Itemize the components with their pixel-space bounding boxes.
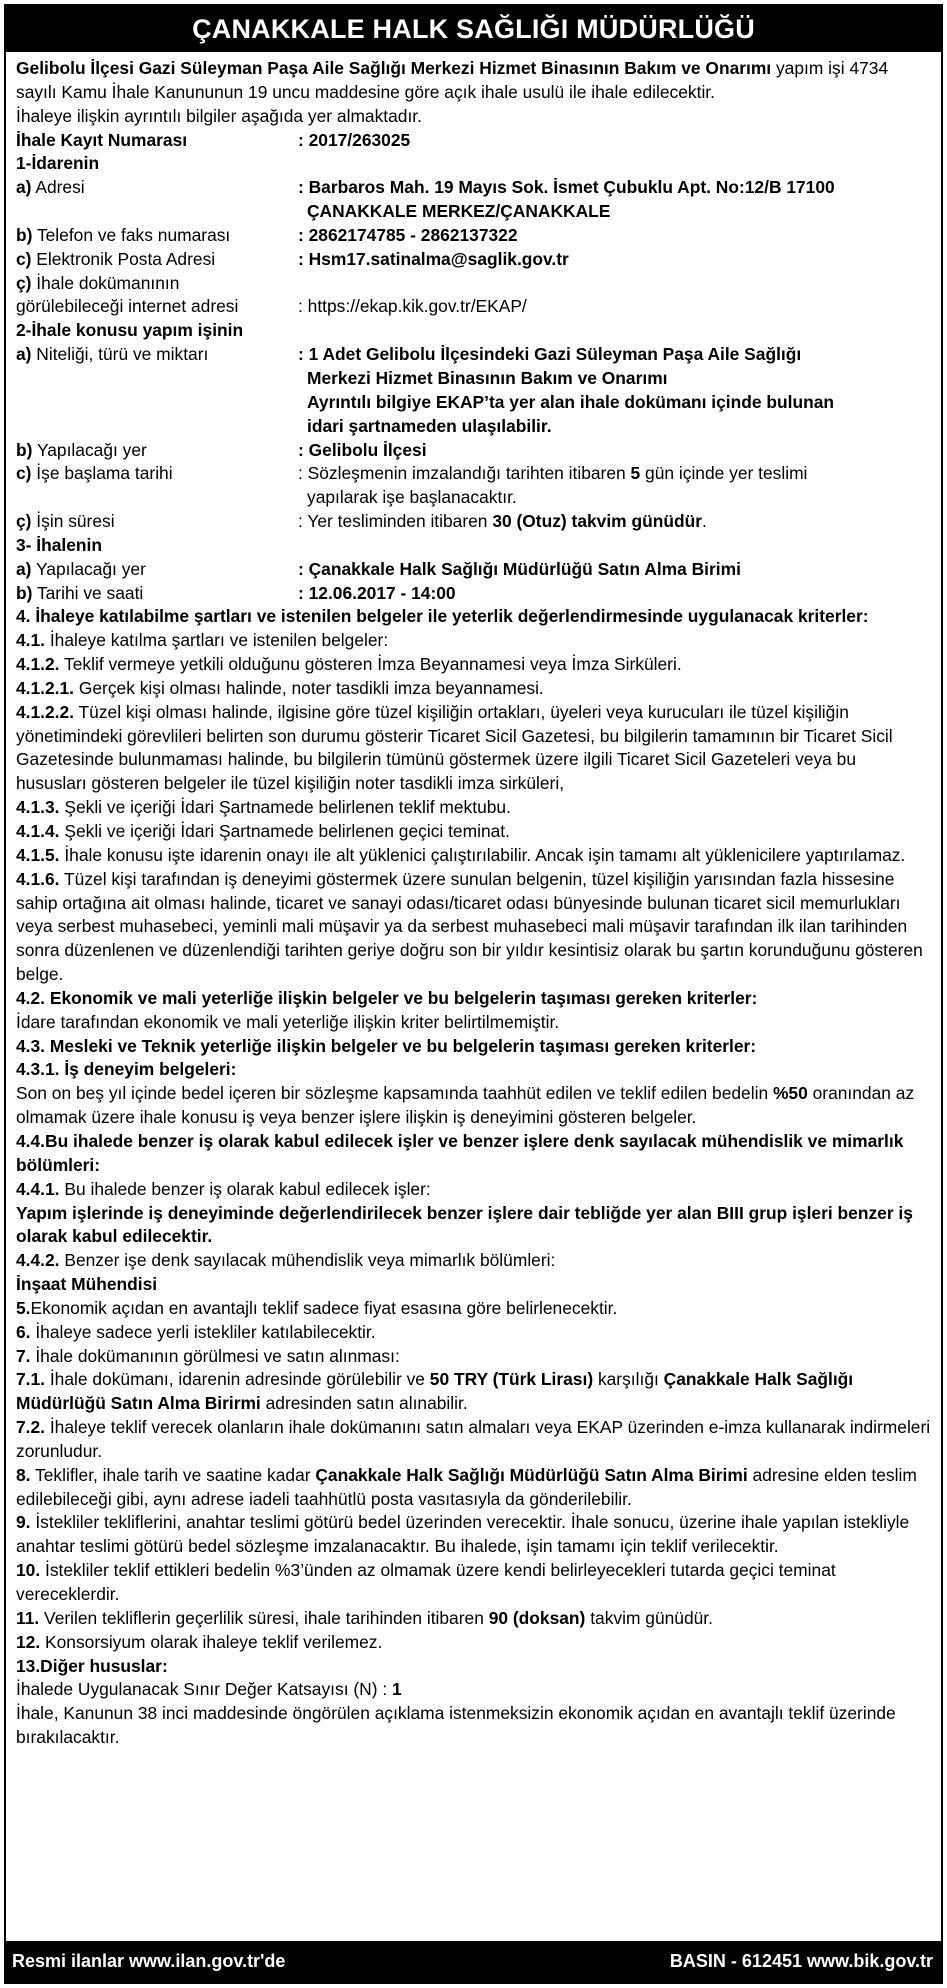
- item-10: [16, 1559, 931, 1607]
- item-4-3-head: 4.3. Mesleki ve Teknik yeterliğe ilişkin belgeler ve bu belgelerin taşıması gereken kriterler:: [16, 1035, 757, 1056]
- s2-c-value-post: gün içinde yer teslimi: [640, 463, 808, 484]
- item-7-1-num: 7.1.: [16, 1369, 46, 1390]
- item-4-1-2-text: Teklif vermeye yetkili olduğunu gösteren İmza Beyannamesi veya İmza Sirküleri.: [59, 654, 682, 675]
- s2-a-label: Niteliği, türü ve miktarı: [31, 344, 209, 365]
- item-11-post: takvim günüdür.: [585, 1607, 713, 1628]
- item-4-1-2-1-text: Gerçek kişi olması halinde, noter tasdikli imza beyannamesi.: [74, 677, 544, 698]
- s3-a-key: a): [16, 558, 32, 579]
- item-8: [16, 1464, 931, 1512]
- item-9-num: 9.: [16, 1512, 31, 1533]
- item-4-3-1-head: 4.3.1. İş deneyim belgeleri:: [16, 1059, 237, 1080]
- item-4-3-1-post: oranından az olmamak üzere ihale konusu iş veya benzer işlere ilişkin iş deneyimini gösteren belgeler.: [16, 1083, 915, 1128]
- item-4-1-num: 4.1.: [16, 630, 46, 651]
- item-4-2-text: İdare tarafından ekonomik ve mali yeterliğe ilişkin kriter belirtilmemiştir.: [16, 1011, 560, 1032]
- s1-d-label-1: İhale dokümanının: [31, 272, 180, 293]
- item-7-1-post: adresinden satın alınabilir.: [260, 1393, 468, 1414]
- item-12-text: Konsorsiyum olarak ihaleye teklif verilemez.: [40, 1631, 383, 1652]
- item-4-4-1-num: 4.4.1.: [16, 1178, 60, 1199]
- item-5: [16, 1297, 931, 1321]
- s1-b-label: Telefon ve faks numarası: [32, 224, 231, 245]
- s2-d-key: ç): [16, 511, 32, 532]
- s3-place-row: [16, 558, 931, 582]
- s1-b-value: : 2862174785 - 2862137322: [298, 224, 518, 245]
- s2-c-value-pre: : Sözleşmenin imzalandığı tarihten itibaren: [298, 463, 631, 484]
- item-4-1-3: [16, 796, 931, 820]
- item-4-4-2: [16, 1249, 931, 1273]
- item-6-text: İhaleye sadece yerli istekliler katılabilecektir.: [30, 1321, 376, 1342]
- s2-a-key: a): [16, 344, 32, 365]
- item-7-1-bold-1: 50 TRY (Türk Lirası): [429, 1369, 594, 1390]
- item-12-num: 12.: [16, 1631, 41, 1652]
- s1-d-value: : https://ekap.kik.gov.tr/EKAP/: [298, 296, 527, 317]
- item-7-1-mid: karşılığı: [593, 1369, 664, 1390]
- s2-c-value-bold: 5: [630, 463, 641, 484]
- item-6: [16, 1321, 931, 1345]
- s2-c-key: c): [16, 463, 32, 484]
- item-4-1-2-2-text: Tüzel kişi olması halinde, ilgisine göre tüzel kişiliğin ortakları, üyeleri veya kurucuları ile tüzel kişiliğin yönetimindeki görevlileri belirten son durumu gösterir Ticaret Sicil Gazetesi, bu bilgilerin tamamının bir Ticaret Sicil Gazetesinde bulunmaması halinde, bu bilgilerin tümünü göstermek üzere ilgili Ticaret Sicil Gazeteleri veya bu hususları gösteren belgeler ile tüzel kişiliğin noter tasdikli imza sirküleri,: [16, 701, 893, 794]
- s3-date-row: [16, 582, 931, 606]
- item-4-1-6-num: 4.1.6.: [16, 868, 60, 889]
- item-4-1-6-text: Tüzel kişi tarafından iş deneyimi göstermek üzere sunulan belgenin, tüzel kişiliğin yarısından fazla hissesine sahip ortağına ait olması halinde, ticaret ve sanayi odası/ticaret odası bünyesinde bulunan ticaret sicil memurlukları veya serbest muhasebeci, yeminli mali müşavir ya da serbest muhasebeci mali müşavir tarafından ilk ilan tarihinden sonra düzenlenen ve düzenlendiği tarihten geriye doğru son bir yıldır kesintisiz olarak bu şartın korunduğunu gösteren belge.: [16, 868, 923, 985]
- intro-bold: Gelibolu İlçesi Gazi Süleyman Paşa Aile Sağlığı Merkezi Hizmet Binasının Bakım ve Onarımı: [16, 58, 772, 78]
- item-4-1-5-num: 4.1.5.: [16, 844, 60, 865]
- s1-address-row: [16, 176, 931, 224]
- item-11-bold: 90 (doksan): [488, 1607, 586, 1628]
- item-6-num: 6.: [16, 1321, 31, 1342]
- item-5-num: 5.: [16, 1297, 31, 1318]
- item-9: [16, 1511, 931, 1559]
- item-4-1-2-1-num: 4.1.2.1.: [16, 677, 75, 698]
- item-7: [16, 1345, 931, 1369]
- item-4-4-head: 4.4.Bu ihalede benzer iş olarak kabul edilecek işler ve benzer işlere denk sayılacak mühendislik ve mimarlık bölümleri:: [16, 1130, 904, 1175]
- footer-left-text: Resmi ilanlar www.ilan.gov.tr'de: [12, 1951, 286, 1971]
- item-7-1-bold-2: Çanakkale Halk Sağlığı Müdürlüğü Satın Alma Birirmi: [16, 1369, 854, 1414]
- item-13-pre: İhalede Uygulanacak Sınır Değer Katsayısı (N) :: [16, 1679, 393, 1700]
- footer-bar: [6, 1941, 941, 1982]
- item-5-text: Ekonomik açıdan en avantajlı teklif sadece fiyat esasına göre belirlenecektir.: [30, 1297, 618, 1318]
- announcement-frame: [4, 4, 943, 1984]
- s2-a-value-4: idari şartnameden ulaşılabilir.: [307, 415, 552, 436]
- item-11-num: 11.: [16, 1607, 40, 1628]
- item-4-1-2-2-num: 4.1.2.2.: [16, 701, 75, 722]
- s1-a-label: Adresi: [31, 177, 85, 198]
- item-4-1-3-num: 4.1.3.: [16, 797, 60, 818]
- item-4-1-5-text: İhale konusu işte idarenin onayı ile alt yüklenici çalıştırılabilir. Ancak işin tamamı alt yüklenicilere yaptırılamaz.: [59, 844, 906, 865]
- item-4-3-1-bold: %50: [772, 1083, 808, 1104]
- item-4-1-4: [16, 820, 931, 844]
- s1-a-key: a): [16, 177, 32, 198]
- kayit-row: [16, 129, 931, 153]
- s2-a-value-2: Merkezi Hizmet Binasının Bakım ve Onarımı: [307, 367, 668, 388]
- item-10-text: İstekliler teklif ettikleri bedelin %3’ünden az olmamak üzere kendi belirleyecekleri tutarda geçici teminat vereceklerdir.: [16, 1560, 836, 1604]
- s1-a-value-2: ÇANAKKALE MERKEZ/ÇANAKKALE: [307, 201, 611, 222]
- s3-b-label: Tarihi ve saati: [32, 582, 144, 603]
- item-7-text: İhale dokümanının görülmesi ve satın alınması:: [30, 1345, 400, 1366]
- s1-email-row: [16, 248, 931, 272]
- item-7-num: 7.: [16, 1345, 31, 1366]
- s3-b-value: : 12.06.2017 - 14:00: [298, 582, 456, 603]
- item-12: [16, 1631, 931, 1655]
- item-8-bold: Çanakkale Halk Sağlığı Müdürlüğü Satın Alma Birimi: [315, 1464, 748, 1485]
- s1-b-key: b): [16, 224, 33, 245]
- section-3-head: 3- İhalenin: [16, 534, 103, 555]
- intro-line: İhaleye ilişkin ayrıntılı bilgiler aşağıda yer almaktadır.: [16, 105, 422, 126]
- page-title: ÇANAKKALE HALK SAĞLIĞI MÜDÜRLÜĞÜ: [6, 6, 941, 52]
- s2-b-label: Yapılacağı yer: [32, 439, 147, 460]
- s2-c-label: İşe başlama tarihi: [31, 463, 173, 484]
- item-4-4-2-text: Benzer işe denk sayılacak mühendislik veya mimarlık bölümleri:: [59, 1250, 556, 1271]
- s1-d-label-2: görülebileceği internet adresi: [16, 296, 239, 317]
- item-11: [16, 1607, 931, 1631]
- item-4-4-1-b: Yapım işlerinde iş deneyiminde değerlendirilecek benzer işlere dair tebliğde yer alan BIII grup işleri benzer iş olarak kabul edilecektir.: [16, 1202, 913, 1247]
- item-4-3-1-pre: Son on beş yıl içinde bedel içeren bir sözleşme kapsamında taahhüt edilen ve teklif edilen bedelin: [16, 1083, 773, 1104]
- s3-a-value: : Çanakkale Halk Sağlığı Müdürlüğü Satın Alma Birimi: [298, 558, 741, 579]
- item-4-4-1-text: Bu ihalede benzer iş olarak kabul edilecek işler:: [59, 1178, 431, 1199]
- section-4-head: 4. İhaleye katılabilme şartları ve istenilen belgeler ile yeterlik değerlendirmesinde uygulanacak kriterler:: [16, 606, 869, 627]
- item-13-line-1: [16, 1678, 931, 1702]
- item-4-1-4-num: 4.1.4.: [16, 821, 60, 841]
- s1-c-key: c): [16, 248, 32, 269]
- item-4-1-5: [16, 844, 931, 868]
- s3-b-key: b): [16, 582, 33, 603]
- item-9-text: İstekliler tekliflerini, anahtar teslimi götürü bedel üzerinden verecektir. İhale sonucu, üzerine ihale yapılan istekliyle anahtar teslimi götürü bedel sözleşme imzalanacaktır. Bu ihalede, işin tamamı için teklif verilecektir.: [16, 1512, 910, 1557]
- item-13-line-2: İhale, Kanunun 38 inci maddesinde öngörülen açıklama istenmeksizin ekonomik açıdan en avantajlı teklif üzerinde bırakılacaktır.: [16, 1703, 896, 1748]
- item-4-1: [16, 629, 931, 653]
- item-7-1-pre: İhale dokümanı, idarenin adresinde görülebilir ve: [45, 1369, 430, 1390]
- kayit-value: : 2017/263025: [298, 129, 411, 150]
- item-7-2-num: 7.2.: [16, 1417, 46, 1438]
- kayit-label: İhale Kayıt Numarası: [16, 129, 188, 150]
- s2-duration-row: [16, 510, 931, 534]
- item-13-bold: 1: [392, 1679, 402, 1700]
- footer-right-text: BASIN - 612451 www.bik.gov.tr: [669, 1951, 933, 1971]
- s2-place-row: [16, 439, 931, 463]
- item-4-1-6: [16, 868, 931, 987]
- s2-nature-row: [16, 343, 931, 438]
- item-13-head: 13.Diğer hususlar:: [16, 1655, 168, 1676]
- item-7-2-text: İhaleye teklif verecek olanların ihale dokümanını satın almaları veya EKAP üzerinden e-imza kullanarak indirmeleri zorunludur.: [16, 1417, 931, 1461]
- item-8-num: 8.: [16, 1464, 31, 1485]
- s2-a-value-1: : 1 Adet Gelibolu İlçesindeki Gazi Süleyman Paşa Aile Sağlığı: [298, 344, 802, 365]
- s2-d-label: İşin süresi: [31, 511, 115, 532]
- item-8-pre: Teklifler, ihale tarih ve saatine kadar: [30, 1464, 316, 1485]
- item-4-3-1-text: [16, 1082, 931, 1130]
- s2-d-value-pre: : Yer tesliminden itibaren: [298, 511, 493, 532]
- item-4-1-2-1: [16, 677, 931, 701]
- section-2-head: 2-İhale konusu yapım işinin: [16, 320, 244, 341]
- s2-c-value-2: yapılarak işe başlanacaktır.: [307, 487, 517, 508]
- s2-b-value: : Gelibolu İlçesi: [298, 439, 427, 460]
- item-4-1-2-2: [16, 701, 931, 796]
- item-8-post: adresine elden teslim edilebileceği gibi, aynı adrese iadeli taahhütlü posta vasıtasıyla da gönderilebilir.: [16, 1464, 917, 1509]
- item-11-pre: Verilen tekliflerin geçerlilik süresi, ihale tarihinden itibaren: [39, 1607, 489, 1628]
- item-7-1: [16, 1368, 931, 1416]
- section-1-head: 1-İdarenin: [16, 153, 100, 174]
- item-4-1-2-num: 4.1.2.: [16, 654, 60, 675]
- s3-a-label: Yapılacağı yer: [31, 558, 146, 579]
- s1-web-row: [16, 272, 931, 320]
- item-4-4-1: [16, 1178, 931, 1202]
- announcement-body: [16, 57, 931, 1750]
- s1-phone-row: [16, 224, 931, 248]
- s2-b-key: b): [16, 439, 33, 460]
- item-4-1-2: [16, 653, 931, 677]
- item-4-4-2-b: İnşaat Mühendisi: [16, 1274, 158, 1295]
- s1-a-value-1: : Barbaros Mah. 19 Mayıs Sok. İsmet Çubuklu Apt. No:12/B 17100: [298, 177, 835, 198]
- s1-d-key: ç): [16, 272, 32, 293]
- s2-a-value-3: Ayrıntılı bilgiye EKAP’ta yer alan ihale dokümanı içinde bulunan: [307, 391, 834, 412]
- s1-c-value: : Hsm17.satinalma@saglik.gov.tr: [298, 248, 569, 269]
- item-4-4-2-num: 4.4.2.: [16, 1250, 60, 1271]
- s2-d-value-post: .: [701, 511, 707, 532]
- s1-c-label: Elektronik Posta Adresi: [31, 248, 216, 269]
- item-10-num: 10.: [16, 1560, 41, 1581]
- intro-paragraph: [16, 57, 931, 105]
- item-7-2: [16, 1416, 931, 1464]
- s2-d-value-bold: 30 (Otuz) takvim günüdür: [492, 511, 702, 532]
- item-4-2-head: 4.2. Ekonomik ve mali yeterliğe ilişkin belgeler ve bu belgelerin taşıması gereken kriterler:: [16, 987, 758, 1008]
- s2-start-row: [16, 462, 931, 510]
- intro-rest: yapım işi 4734 sayılı Kamu İhale Kanununun 19 uncu maddesine göre açık ihale usulü ile ihale edilecektir.: [16, 58, 889, 102]
- item-4-1-4-text: Şekli ve içeriği İdari Şartnamede belirlenen geçici teminat.: [59, 821, 510, 841]
- item-4-1-text: İhaleye katılma şartları ve istenilen belgeler:: [45, 630, 389, 651]
- item-4-1-3-text: Şekli ve içeriği İdari Şartnamede belirlenen teklif mektubu.: [59, 797, 511, 818]
